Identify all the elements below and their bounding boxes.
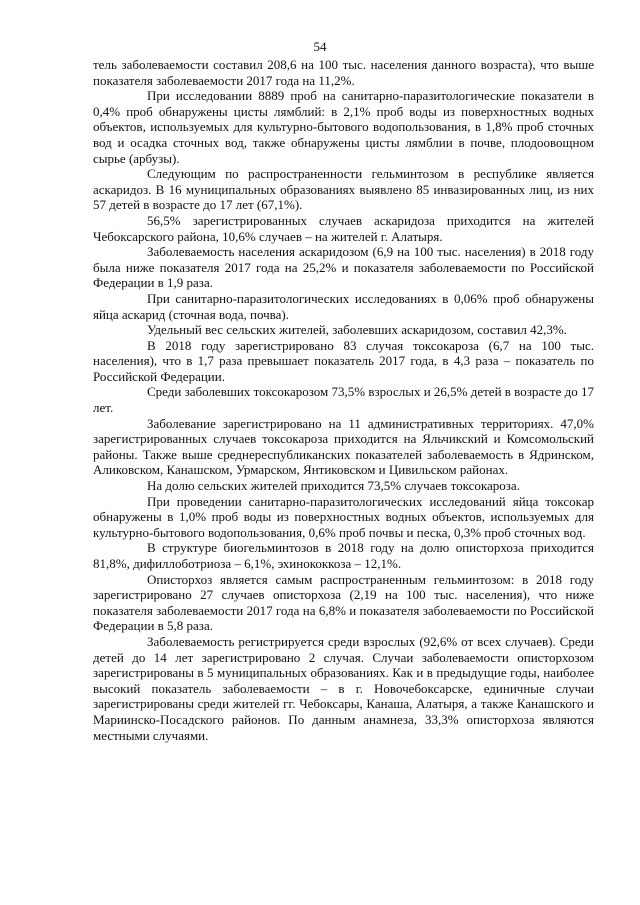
- paragraph-ascariasis-intro: Следующим по распространенности гельминтозом в республике является аскаридоз. В 16 муниципальных образованиях выявлено 85 инвазированных лиц, из них 57 детей в возрасте до 17 лет (67,1%).: [93, 166, 594, 213]
- paragraph-toxocariasis-rural: На долю сельских жителей приходится 73,5% случаев токсокароза.: [147, 478, 520, 494]
- paragraph-toxocariasis-age: Среди заболевших токсокарозом 73,5% взрослых и 26,5% детей в возрасте до 17 лет.: [93, 384, 594, 416]
- paragraph-toxocariasis-cases: В 2018 году зарегистрировано 83 случая токсокароза (6,7 на 100 тыс. населения), что в 1,7 раза превышает показатель 2017 года, в 4,3 раза – показатель по Российской Федерации.: [93, 337, 594, 384]
- page-number: 54: [313, 39, 327, 54]
- paragraph-ascaris-eggs: При санитарно-паразитологических исследованиях в 0,06% проб обнаружены яйца аскарид (сточная вода, почва).: [93, 290, 594, 322]
- paragraph-continuation: тель заболеваемости составил 208,6 на 100 тыс. населения данного возраста), что выше показателя заболеваемости 2017 года на 11,2%.: [93, 57, 594, 88]
- paragraph-giardia-tests: При исследовании 8889 проб на санитарно-паразитологические показатели в 0,4% проб обнаружены цисты лямблий: в 2,1% проб воды из поверхностных водных объектов, используемых для культурно-бытового водопользования, в 1,8% проб сточных вод и осадка сточных вод, также обнаружены цисты лямблии в почве, плодоовощном сырье (арбузы).: [93, 88, 594, 166]
- paragraph-biohelminthiases-structure: В структуре биогельминтозов в 2018 году на долю описторхоза приходится 81,8%, дифиллоботриоза – 6,1%, эхинококкоза – 12,1%.: [93, 540, 594, 571]
- paragraph-ascariasis-districts: 56,5% зарегистрированных случаев аскаридоза приходится на жителей Чебоксарского района, 10,6% случаев – на жителей г. Алатыря.: [93, 212, 594, 244]
- paragraph-ascariasis-rural: Удельный вес сельских жителей, заболевших аскаридозом, составил 42,3%.: [147, 322, 567, 338]
- paragraph-opisthorchiasis-cases: Описторхоз является самым распространенным гельминтозом: в 2018 году зарегистрировано 27 случаев описторхоза (2,19 на 100 тыс. населения), что ниже показателя заболеваемости 2017 года на 6,8% и показателя заболеваемости по Российской Федерации в 5,8 раза.: [93, 571, 594, 634]
- paragraph-toxocara-eggs: При проведении санитарно-паразитологических исследований яйца токсокар обнаружены в 1,0% проб воды из поверхностных водных объектов, используемых для культурно-бытового водопользования, 0,6% проб почвы и песка, 0,3% проб сточных вод.: [93, 493, 594, 540]
- paragraph-opisthorchiasis-distribution: Заболеваемость регистрируется среди взрослых (92,6% от всех случаев). Среди детей до 14 лет зарегистрировано 2 случая. Случаи заболеваемости описторхозом зарегистрированы в 5 муниципальных образованиях. Как и в предыдущие годы, наиболее высокий показатель заболеваемости – в г. Новочебоксарске, единичные случаи зарегистрированы среди жителей гг. Чебоксары, Канаша, Алатыря, а также Канашского и Мариинско-Посадского районов. По данным анамнеза, 33,3% описторхоза являются местными случаями.: [93, 633, 594, 743]
- paragraph-toxocariasis-territories: Заболевание зарегистрировано на 11 административных территориях. 47,0% зарегистрированных случаев токсокароза приходится на Яльчикский и Комсомольский районы. Также выше среднереспубликанских показателей заболеваемость в Ядринском, Аликовском, Канашском, Урмарском, Янтиковском и Цивильском районах.: [93, 415, 594, 478]
- document-body: [93, 57, 594, 743]
- paragraph-ascariasis-incidence: Заболеваемость населения аскаридозом (6,9 на 100 тыс. населения) в 2018 году была ниже показателя 2017 года на 25,2% и показателя заболеваемости по Российской Федерации в 1,9 раза.: [93, 244, 594, 291]
